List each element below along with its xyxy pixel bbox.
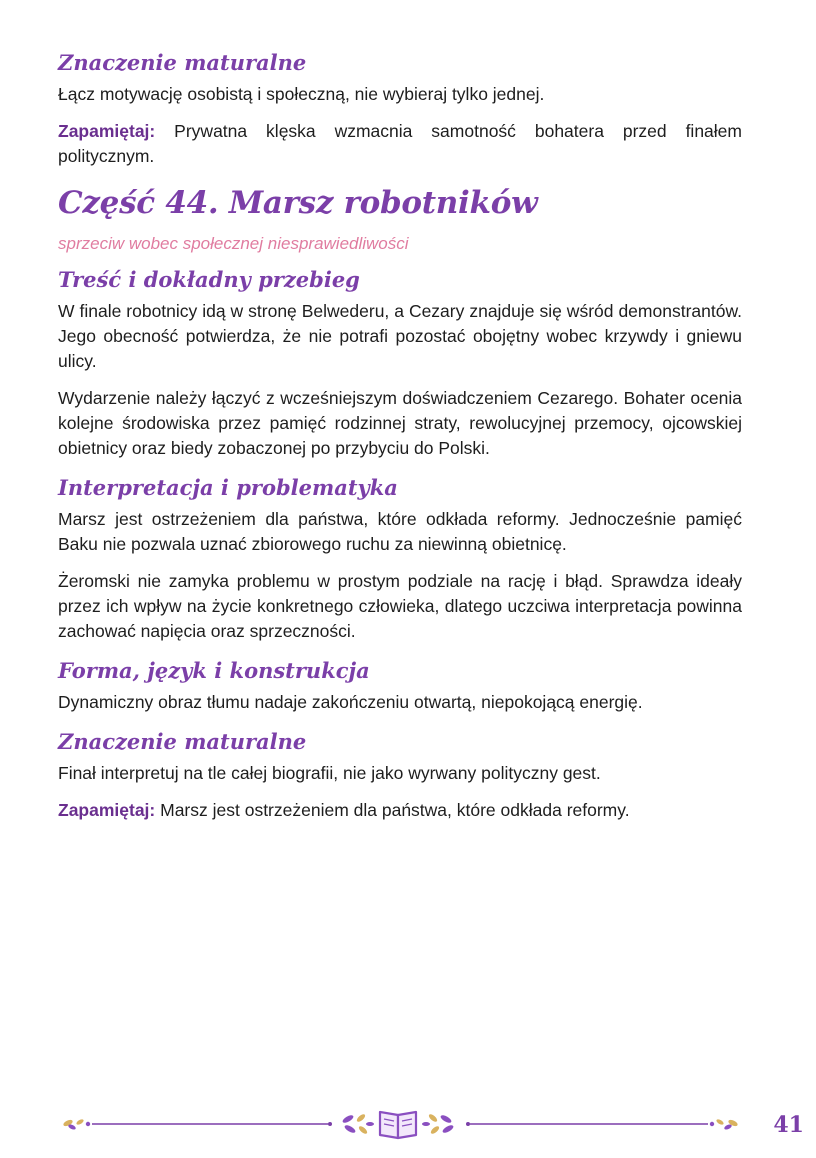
- remember-text: Marsz jest ostrzeżeniem dla państwa, które odkłada reformy.: [155, 800, 630, 820]
- chapter-subtitle: sprzeciw wobec społecznej niesprawiedliwości: [58, 234, 409, 253]
- paragraph-forma-1: Dynamiczny obraz tłumu nadaje zakończeniu otwartą, niepokojącą energię.: [58, 692, 643, 712]
- paragraph-tresc-1: W finale robotnicy idą w stronę Belwederu, a Cezary znajduje się wśród demonstrantów. Jego obecność potwierdza, że nie potrafi pozostać obojętny wobec krzywdy i gniewu ulicy.: [58, 301, 742, 371]
- paragraph-interpretacja-1: Marsz jest ostrzeżeniem dla państwa, które odkłada reformy. Jednocześnie pamięć Baku nie pozwala uznać zbiorowego ruchu za niewinną obietnicę.: [58, 509, 742, 554]
- remember-box-top: [58, 119, 742, 169]
- paragraph-top: Łącz motywację osobistą i społeczną, nie wybieraj tylko jednej.: [58, 84, 545, 104]
- section-heading-forma: Forma, język i konstrukcja: [58, 658, 370, 683]
- remember-box-bottom: [58, 798, 742, 823]
- section-heading-interpretacja: Interpretacja i problematyka: [58, 475, 398, 500]
- footer-divider-icon: [58, 1106, 742, 1142]
- paragraph-interpretacja-2: Żeromski nie zamyka problemu w prostym podziale na rację i błąd. Sprawdza ideały przez ich wpływ na życie konkretnego człowieka, dlatego uczciwa interpretacja powinna zachować napięcia oraz sprzeczności.: [58, 571, 742, 641]
- remember-label: Zapamiętaj:: [58, 800, 156, 820]
- section-heading-top: Znaczenie maturalne: [58, 50, 307, 75]
- page-number: 41: [773, 1112, 804, 1138]
- paragraph-tresc-2: Wydarzenie należy łączyć z wcześniejszym doświadczeniem Cezarego. Bohater ocenia kolejne środowiska przez pamięć rodzinnej straty, rewolucyjnej przemocy, ojcowskiej obietnicy oraz biedy zobaczonej po przybyciu do Polski.: [58, 388, 742, 458]
- remember-text: Prywatna klęska wzmacnia samotność bohatera przed finałem politycznym.: [58, 121, 742, 166]
- paragraph-znaczenie-1: Finał interpretuj na tle całej biografii, nie jako wyrwany polityczny gest.: [58, 763, 601, 783]
- right-sprig-icon: [710, 1118, 739, 1130]
- section-heading-znaczenie: Znaczenie maturalne: [58, 729, 307, 754]
- page-content: [58, 48, 742, 835]
- section-heading-tresc: Treść i dokładny przebieg: [58, 267, 360, 292]
- chapter-title: Część 44. Marsz robotników: [58, 185, 538, 221]
- left-sprig-icon: [62, 1118, 90, 1130]
- open-book-icon: [380, 1112, 416, 1138]
- footer-ornament: [58, 1106, 742, 1142]
- remember-label: Zapamiętaj:: [58, 121, 156, 141]
